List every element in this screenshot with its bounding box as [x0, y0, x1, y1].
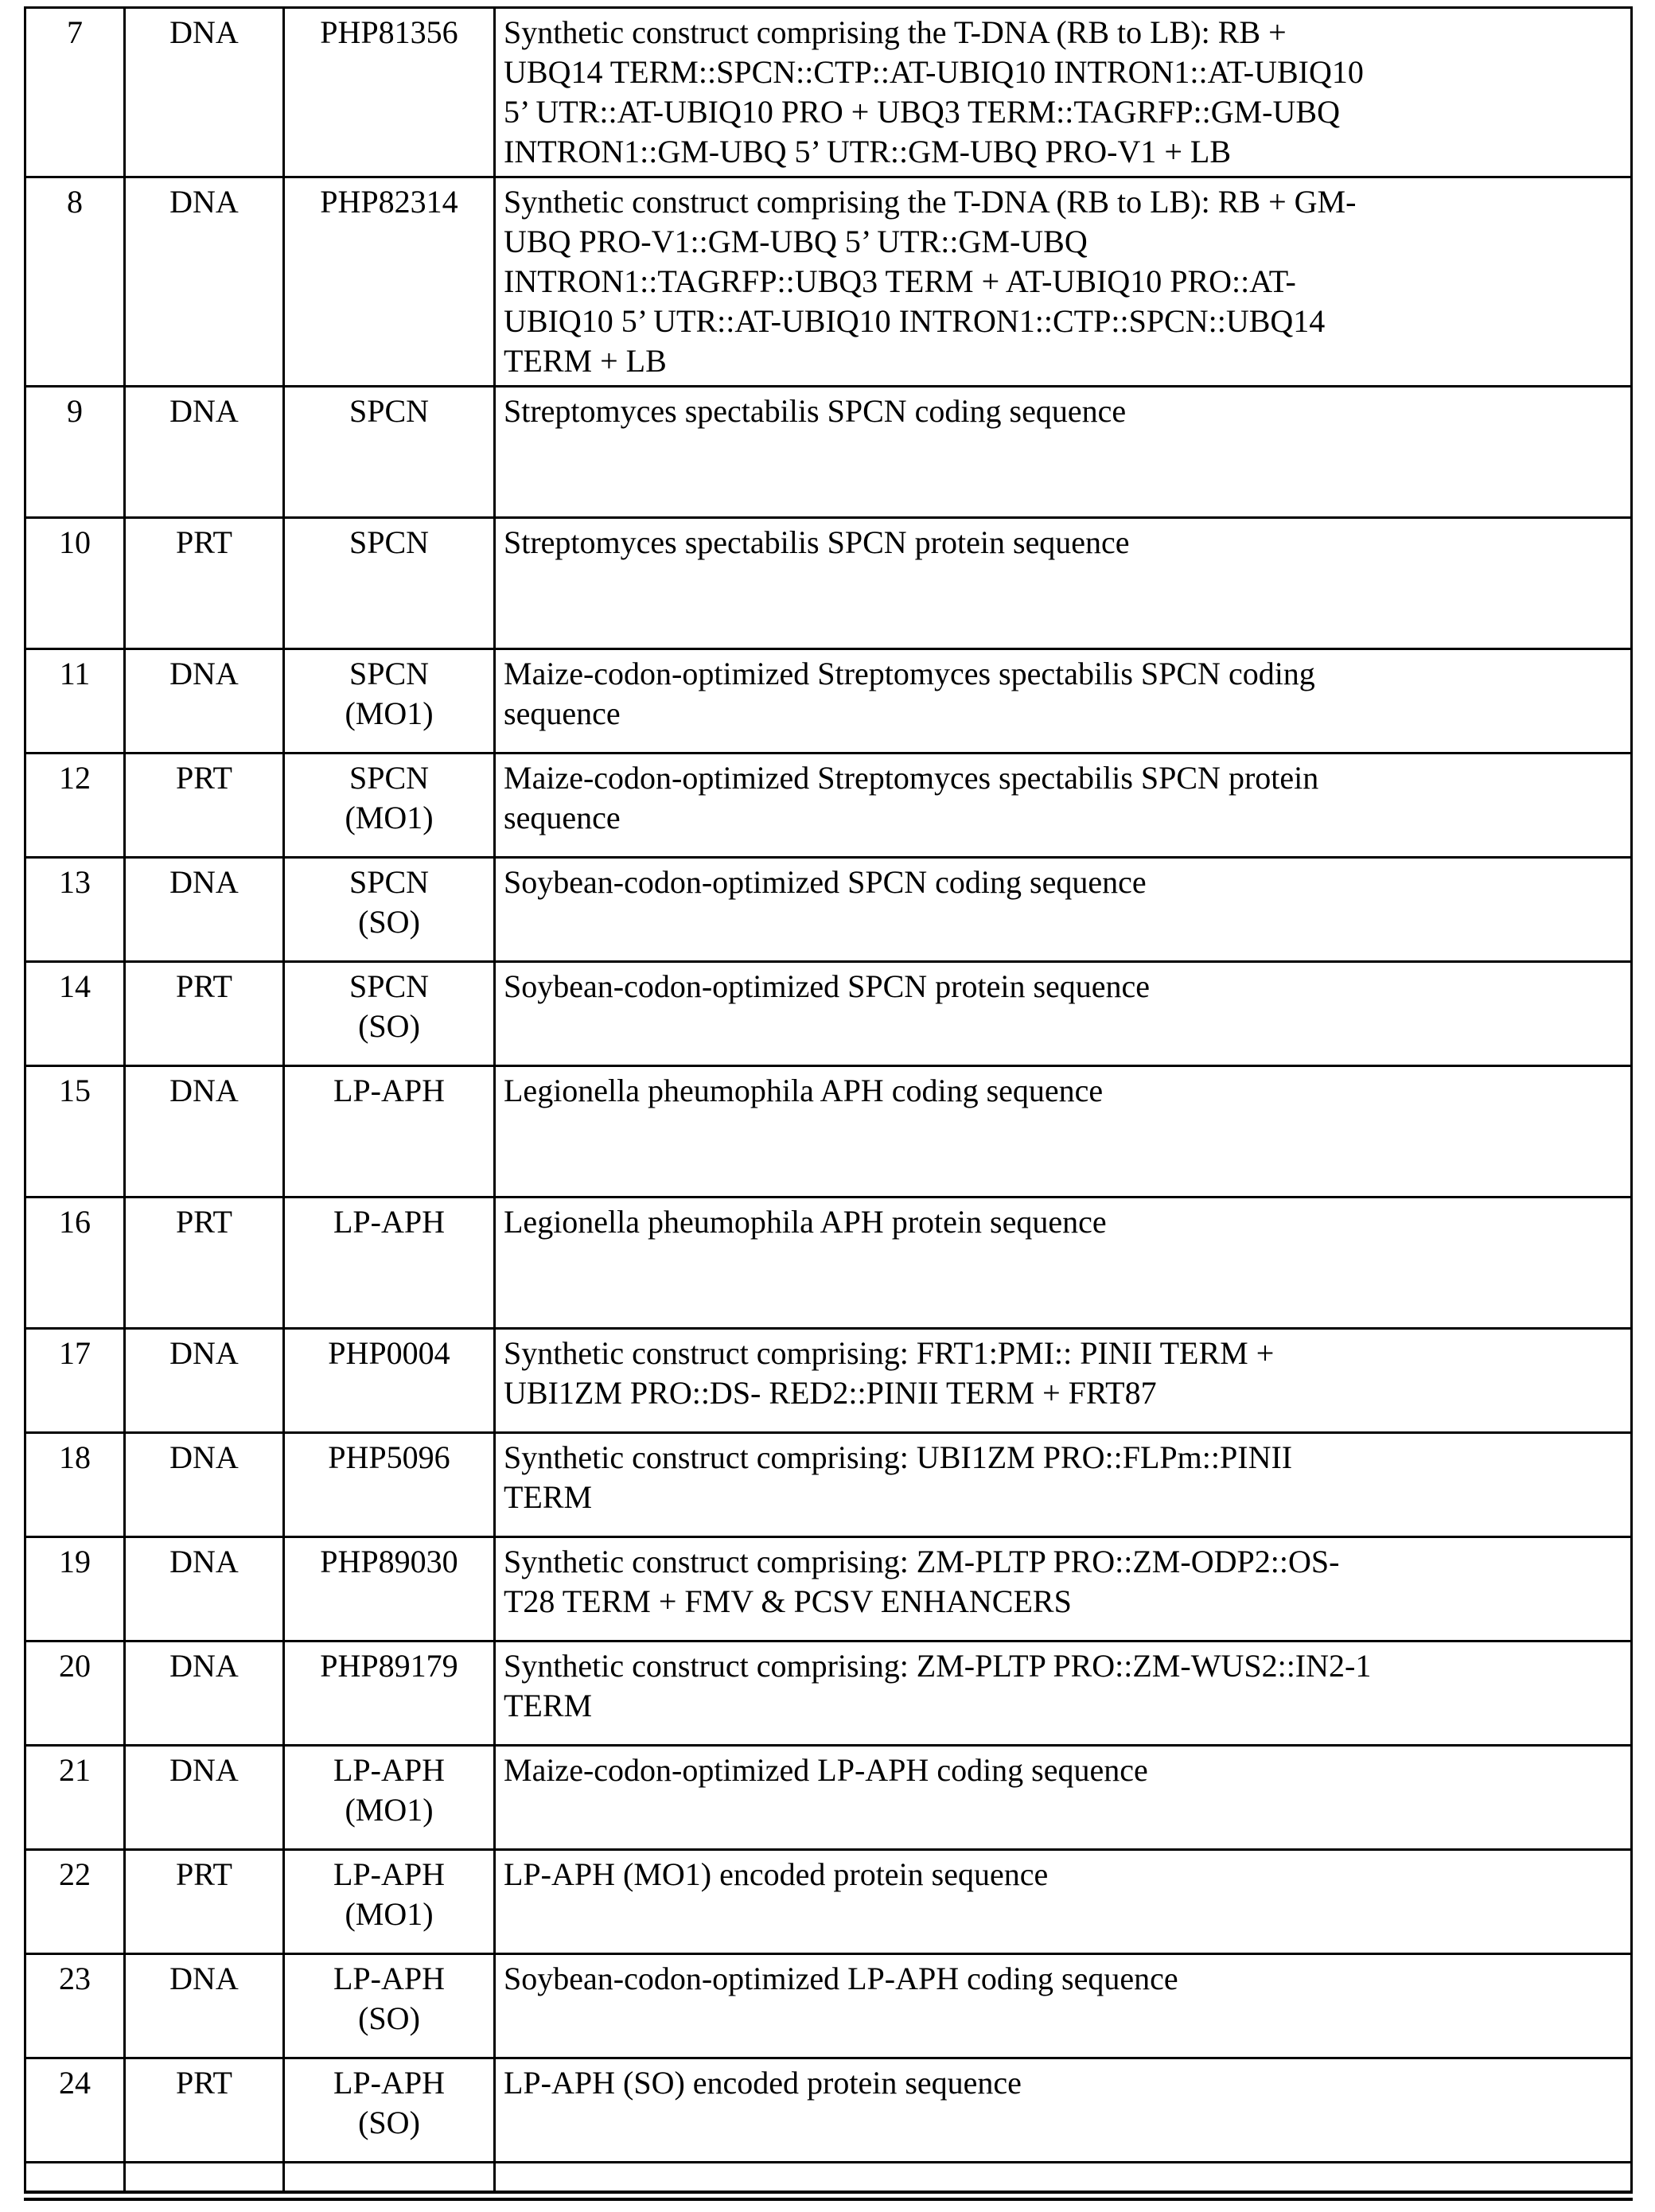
- type-cell: PRT: [125, 518, 284, 649]
- seq-number-cell: 18: [25, 1433, 125, 1537]
- name-cell: PHP89179: [284, 1641, 495, 1746]
- table-end: [25, 2163, 1632, 2196]
- seq-number-cell: 21: [25, 1746, 125, 1850]
- name-cell: LP-APH (MO1): [284, 1746, 495, 1850]
- seq-number-cell: 19: [25, 1537, 125, 1641]
- name-cell: LP-APH: [284, 1066, 495, 1198]
- name-cell: SPCN (MO1): [284, 754, 495, 858]
- table-row: [25, 754, 1632, 858]
- seq-number-cell: 9: [25, 387, 125, 518]
- name-cell: SPCN (MO1): [284, 649, 495, 754]
- description-cell: Soybean-codon-optimized LP-APH coding sequence: [495, 1954, 1632, 2058]
- seq-number-cell: 11: [25, 649, 125, 754]
- description-cell: Synthetic construct comprising the T-DNA (RB to LB): RB + GM- UBQ PRO-V1::GM-UBQ 5’ UTR::GM-UBQ INTRON1::TAGRFP::UBQ3 TERM + AT-UBIQ10 PRO::AT- UBIQ10 5’ UTR::AT-UBIQ10 INTRON1::CTP::SPCN::UBQ14 TERM + LB: [495, 177, 1632, 387]
- type-cell: [125, 2163, 284, 2196]
- name-cell: LP-APH (SO): [284, 2058, 495, 2163]
- type-cell: DNA: [125, 1537, 284, 1641]
- seq-number-cell: 8: [25, 177, 125, 387]
- table-row: [25, 858, 1632, 962]
- seq-number-cell: 13: [25, 858, 125, 962]
- type-cell: DNA: [125, 1329, 284, 1433]
- description-cell: Legionella pheumophila APH coding sequence: [495, 1066, 1632, 1198]
- description-cell: Streptomyces spectabilis SPCN protein sequence: [495, 518, 1632, 649]
- table-row: [25, 8, 1632, 177]
- table-row: [25, 1329, 1632, 1433]
- seq-number-cell: 16: [25, 1198, 125, 1329]
- description-cell: LP-APH (SO) encoded protein sequence: [495, 2058, 1632, 2163]
- table-row: [25, 1746, 1632, 1850]
- type-cell: DNA: [125, 177, 284, 387]
- table-row: [25, 649, 1632, 754]
- description-cell: Synthetic construct comprising: ZM-PLTP PRO::ZM-ODP2::OS- T28 TERM + FMV & PCSV ENHANCERS: [495, 1537, 1632, 1641]
- table-row: [25, 1954, 1632, 2058]
- type-cell: DNA: [125, 8, 284, 177]
- name-cell: PHP0004: [284, 1329, 495, 1433]
- name-cell: SPCN: [284, 387, 495, 518]
- name-cell: [284, 2163, 495, 2196]
- description-cell: Synthetic construct comprising: ZM-PLTP PRO::ZM-WUS2::IN2-1 TERM: [495, 1641, 1632, 1746]
- seq-number-cell: 14: [25, 962, 125, 1066]
- type-cell: PRT: [125, 962, 284, 1066]
- description-cell: Maize-codon-optimized Streptomyces spectabilis SPCN coding sequence: [495, 649, 1632, 754]
- name-cell: SPCN (SO): [284, 962, 495, 1066]
- table-end-row: [25, 2163, 1632, 2196]
- name-cell: SPCN: [284, 518, 495, 649]
- description-cell: Streptomyces spectabilis SPCN coding sequence: [495, 387, 1632, 518]
- table-row: [25, 962, 1632, 1066]
- type-cell: DNA: [125, 1954, 284, 2058]
- table-row: [25, 1198, 1632, 1329]
- type-cell: DNA: [125, 858, 284, 962]
- name-cell: LP-APH (MO1): [284, 1850, 495, 1954]
- seq-number-cell: 22: [25, 1850, 125, 1954]
- type-cell: DNA: [125, 649, 284, 754]
- type-cell: DNA: [125, 1433, 284, 1537]
- name-cell: PHP81356: [284, 8, 495, 177]
- table-row: [25, 1641, 1632, 1746]
- table-row: [25, 1433, 1632, 1537]
- name-cell: PHP5096: [284, 1433, 495, 1537]
- table-row: [25, 1066, 1632, 1198]
- name-cell: SPCN (SO): [284, 858, 495, 962]
- name-cell: PHP89030: [284, 1537, 495, 1641]
- description-cell: Synthetic construct comprising the T-DNA (RB to LB): RB + UBQ14 TERM::SPCN::CTP::AT-UBIQ10 INTRON1::AT-UBIQ10 5’ UTR::AT-UBIQ10 PRO + UBQ3 TERM::TAGRFP::GM-UBQ INTRON1::GM-UBQ 5’ UTR::GM-UBQ PRO-V1 + LB: [495, 8, 1632, 177]
- table-row: [25, 177, 1632, 387]
- description-cell: Maize-codon-optimized LP-APH coding sequence: [495, 1746, 1632, 1850]
- sequence-listing-table: [24, 6, 1633, 2201]
- seq-number-cell: 7: [25, 8, 125, 177]
- description-cell: LP-APH (MO1) encoded protein sequence: [495, 1850, 1632, 1954]
- type-cell: PRT: [125, 1198, 284, 1329]
- seq-number-cell: [25, 2163, 125, 2196]
- description-cell: Synthetic construct comprising: UBI1ZM PRO::FLPm::PINII TERM: [495, 1433, 1632, 1537]
- seq-number-cell: 23: [25, 1954, 125, 2058]
- seq-number-cell: 15: [25, 1066, 125, 1198]
- description-cell: Synthetic construct comprising: FRT1:PMI:: PINII TERM + UBI1ZM PRO::DS- RED2::PINII TERM + FRT87: [495, 1329, 1632, 1433]
- type-cell: DNA: [125, 1641, 284, 1746]
- seq-number-cell: 17: [25, 1329, 125, 1433]
- table-row: [25, 518, 1632, 649]
- table-body: [25, 8, 1632, 2163]
- description-cell: Soybean-codon-optimized SPCN protein sequence: [495, 962, 1632, 1066]
- description-cell: Soybean-codon-optimized SPCN coding sequence: [495, 858, 1632, 962]
- type-cell: PRT: [125, 1850, 284, 1954]
- description-cell: Maize-codon-optimized Streptomyces spectabilis SPCN protein sequence: [495, 754, 1632, 858]
- name-cell: LP-APH: [284, 1198, 495, 1329]
- table-row: [25, 387, 1632, 518]
- type-cell: PRT: [125, 2058, 284, 2163]
- table-row: [25, 1850, 1632, 1954]
- seq-number-cell: 20: [25, 1641, 125, 1746]
- name-cell: LP-APH (SO): [284, 1954, 495, 2058]
- type-cell: DNA: [125, 1066, 284, 1198]
- type-cell: PRT: [125, 754, 284, 858]
- seq-number-cell: 10: [25, 518, 125, 649]
- seq-number-cell: 12: [25, 754, 125, 858]
- description-cell: [495, 2163, 1632, 2196]
- table-row: [25, 2058, 1632, 2163]
- type-cell: DNA: [125, 1746, 284, 1850]
- seq-number-cell: 24: [25, 2058, 125, 2163]
- type-cell: DNA: [125, 387, 284, 518]
- name-cell: PHP82314: [284, 177, 495, 387]
- table-row: [25, 1537, 1632, 1641]
- description-cell: Legionella pheumophila APH protein sequence: [495, 1198, 1632, 1329]
